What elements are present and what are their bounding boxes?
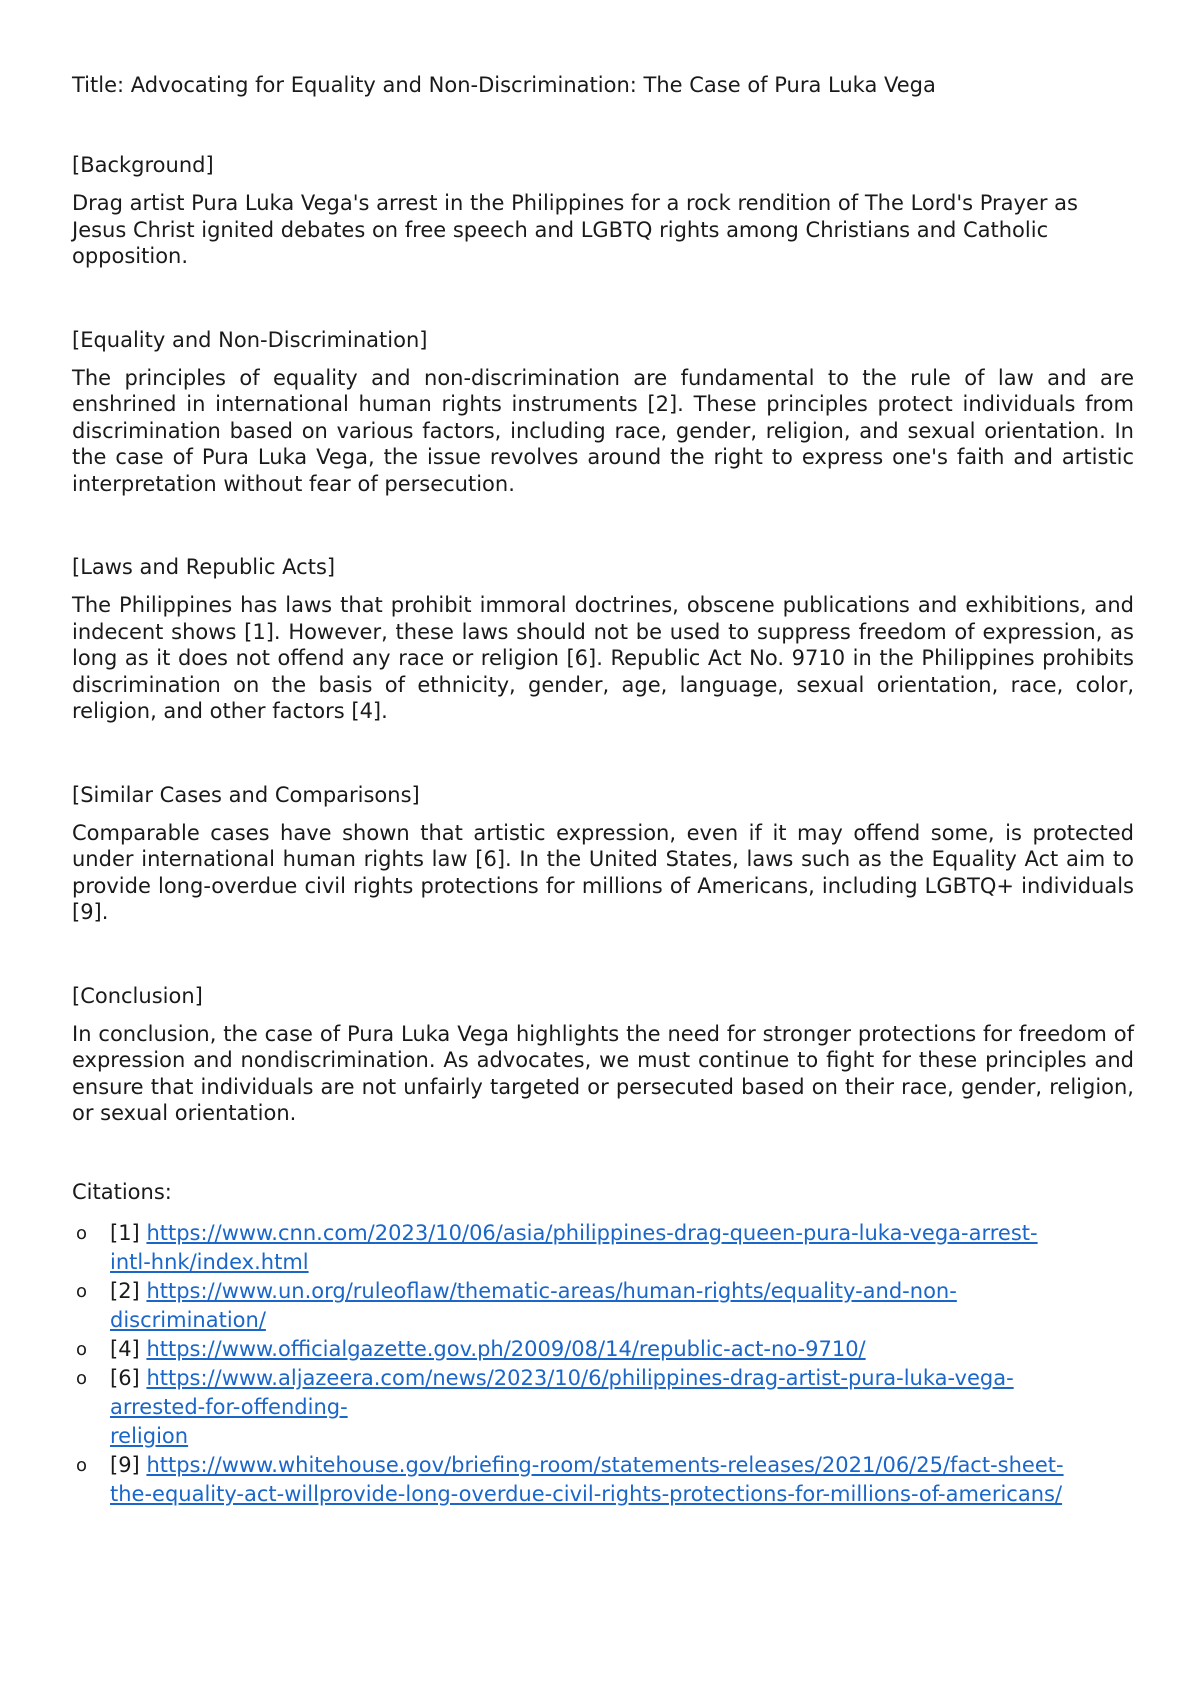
bullet-icon: o — [76, 1454, 88, 1476]
citation-link[interactable]: https://www.officialgazette.gov.ph/2009/08/14/republic-act-no-9710/ — [146, 1336, 866, 1361]
citation-item — [72, 1219, 1134, 1277]
citation-ref: [2] — [110, 1278, 140, 1303]
section-heading: [Similar Cases and Comparisons] — [72, 782, 420, 807]
section-heading: [Equality and Non-Discrimination] — [72, 327, 428, 352]
section-paragraph: Comparable cases have shown that artistic expression, even if it may offend some, is protected under international human rights law [6]. In the United States, laws such as the Equality Act aim to provide long-overdue civil rights protections for millions of Americans, including LGBTQ+ individuals [9]. — [72, 820, 1134, 924]
section-similar-cases — [72, 780, 1134, 926]
document-page — [72, 70, 1134, 1509]
citation-ref: [4] — [110, 1336, 140, 1361]
citation-item — [72, 1335, 1134, 1364]
section-heading: [Laws and Republic Acts] — [72, 555, 336, 579]
section-heading: [Background] — [72, 153, 214, 177]
citation-item — [72, 1364, 1134, 1451]
citation-link[interactable]: https://www.cnn.com/2023/10/06/asia/philippines-drag-queen-pura-luka-vega-arrest- intl-hnk/index.html — [110, 1220, 1038, 1274]
document-title: Title: Advocating for Equality and Non-Discrimination: The Case of Pura Luka Vega — [72, 73, 936, 97]
section-laws — [72, 552, 1134, 725]
bullet-icon: o — [76, 1222, 88, 1244]
citation-link[interactable]: https://www.aljazeera.com/news/2023/10/6/philippines-drag-artist-pura-luka-vega- arrested-for-offending- religion — [110, 1365, 1014, 1448]
section-equality — [72, 325, 1134, 498]
section-paragraph: The principles of equality and non-discrimination are fundamental to the rule of law and are enshrined in international human rights instruments [2]. These principles protect individuals from discrimination based on various factors, including race, gender, religion, and sexual orientation. In the case of Pura Luka Vega, the issue revolves around the right to express one's faith and artistic interpretation without fear of persecution. — [72, 365, 1134, 496]
citation-item — [72, 1451, 1134, 1509]
citation-ref: [9] — [110, 1452, 140, 1477]
section-conclusion — [72, 981, 1134, 1127]
bullet-icon: o — [76, 1280, 88, 1302]
citations-label: Citations: — [72, 1179, 172, 1204]
bullet-icon: o — [76, 1367, 88, 1389]
citation-link[interactable]: https://www.un.org/ruleoflaw/thematic-areas/human-rights/equality-and-non- discrimination/ — [110, 1278, 957, 1332]
section-paragraph: The Philippines has laws that prohibit immoral doctrines, obscene publications and exhibitions, and indecent shows [1]. However, these laws should not be used to suppress freedom of expression, as long as it does not offend any race or religion [6]. Republic Act No. 9710 in the Philippines prohibits discrimination on the basis of ethnicity, gender, age, language, sexual orientation, race, color, religion, and other factors [4]. — [72, 593, 1134, 723]
citations-list — [72, 1219, 1134, 1509]
section-heading: [Conclusion] — [72, 983, 203, 1008]
bullet-icon: o — [76, 1338, 88, 1360]
section-background — [72, 150, 1134, 270]
section-paragraph: Drag artist Pura Luka Vega's arrest in the Philippines for a rock rendition of The Lord's Prayer as Jesus Christ ignited debates on free speech and LGBTQ rights among Christians and Catholic opposition. — [72, 191, 1078, 268]
citation-link[interactable]: https://www.whitehouse.gov/briefing-room/statements-releases/2021/06/25/fact-sheet- the-equality-act-willprovide-long-overdue-civil-rights-protections-for-millions-of-americans/ — [110, 1452, 1064, 1506]
citation-item — [72, 1277, 1134, 1335]
citation-ref: [6] — [110, 1365, 140, 1390]
citation-ref: [1] — [110, 1220, 140, 1245]
section-paragraph: In conclusion, the case of Pura Luka Vega highlights the need for stronger protections for freedom of expression and nondiscrimination. As advocates, we must continue to fight for these principles and ensure that individuals are not unfairly targeted or persecuted based on their race, gender, religion, or sexual orientation. — [72, 1021, 1134, 1125]
